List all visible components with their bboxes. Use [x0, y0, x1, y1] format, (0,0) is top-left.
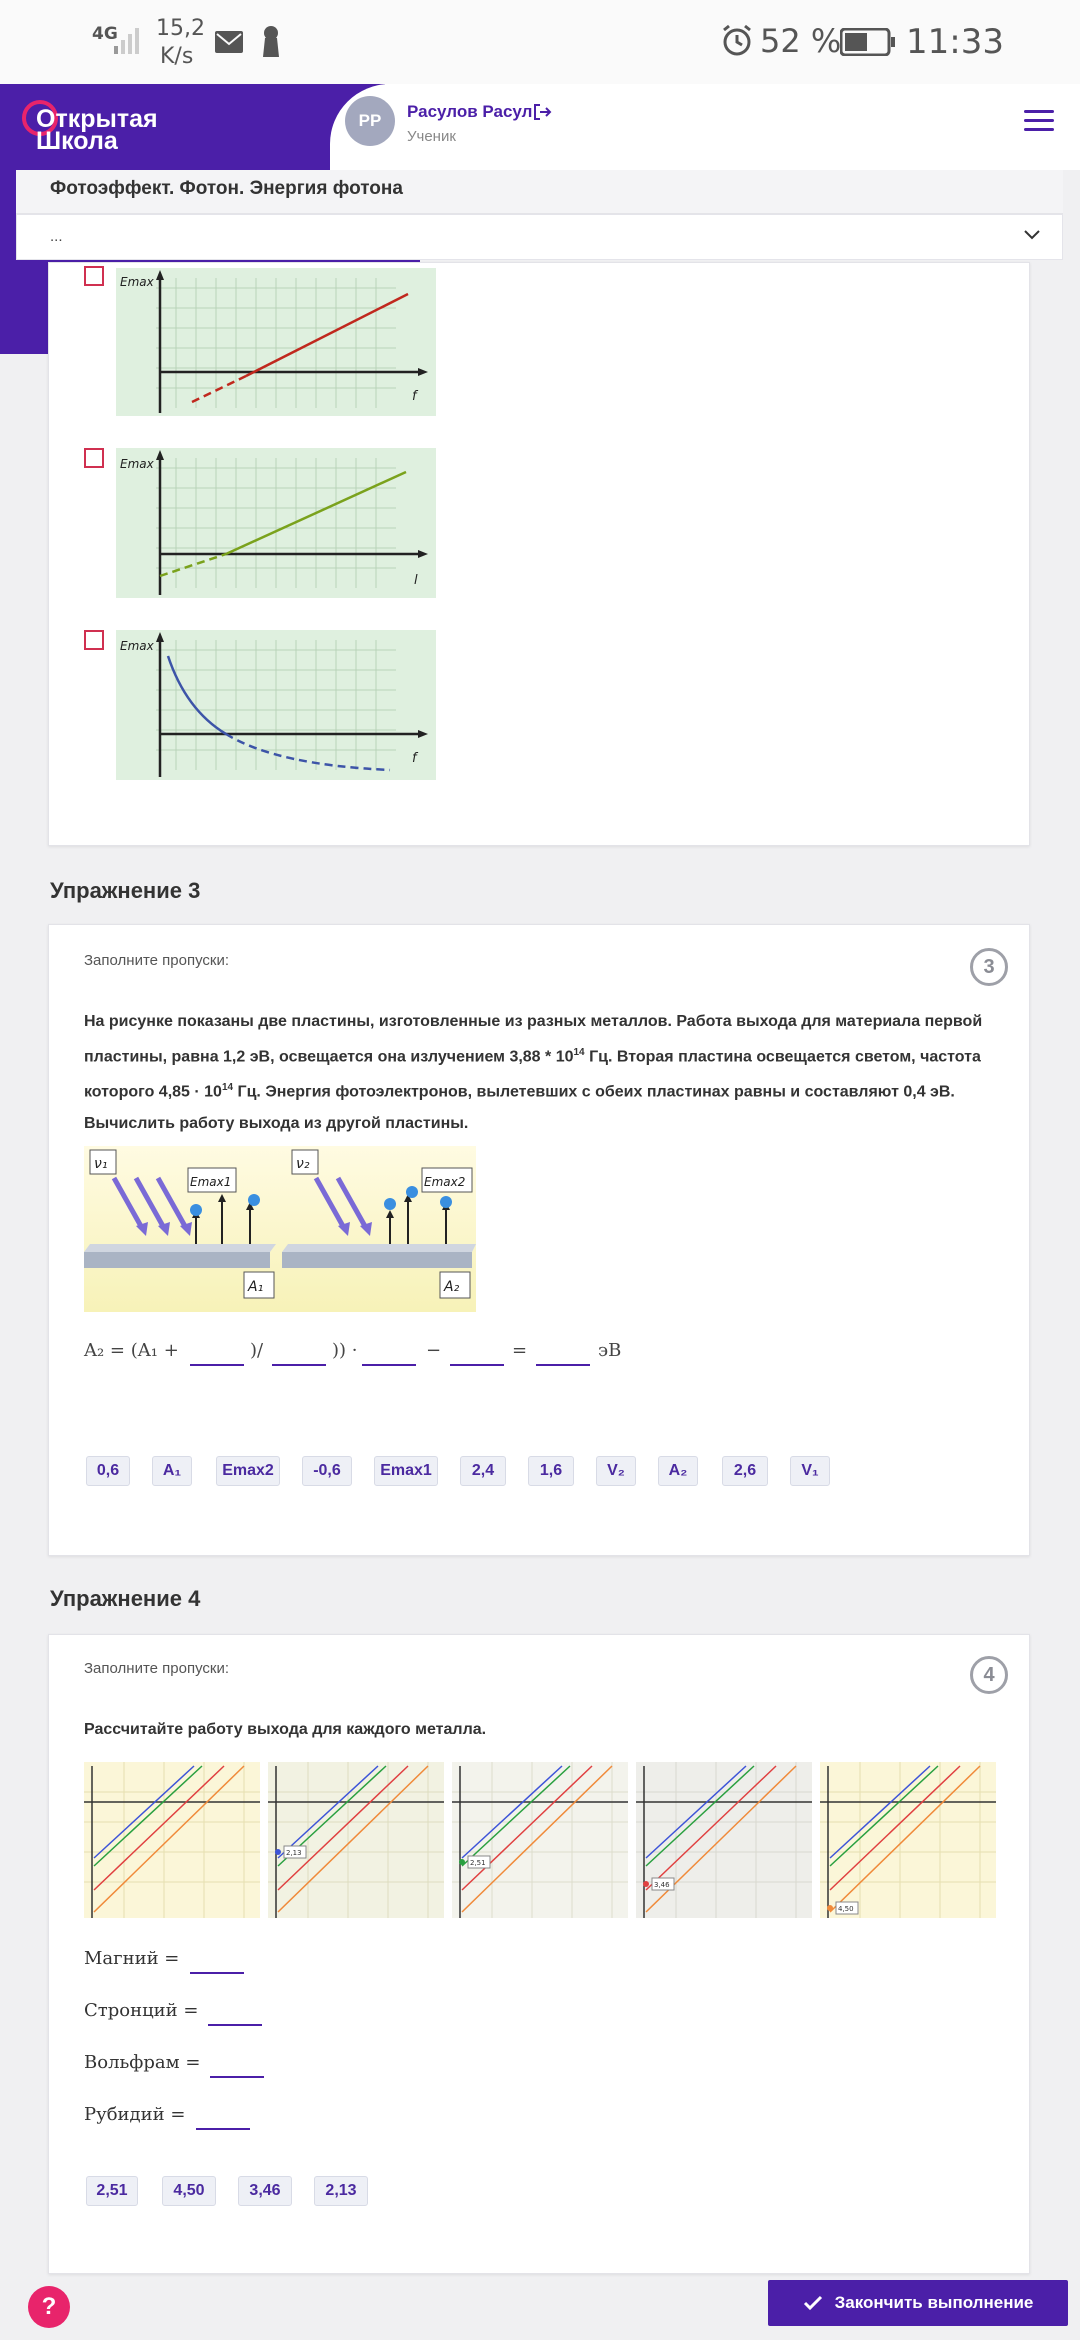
exercise3-number: 3 [970, 948, 1008, 986]
formula-eq: = [512, 1340, 528, 1361]
exercise3-hint: Заполните пропуски: [84, 952, 230, 969]
answer-chip[interactable]: 4,50 [162, 2176, 216, 2206]
exercise3-text-line1: На рисунке показаны две пластины, изготовленные из разных металлов. Работа выхода для материала первой [84, 1013, 983, 1030]
exercise4-task: Рассчитайте работу выхода для каждого металла. [84, 1721, 487, 1738]
formula-unit: эВ [598, 1340, 622, 1361]
answer-chip[interactable]: -0,6 [302, 1456, 352, 1486]
magnesium-label: Магний = [84, 1948, 180, 1969]
battery-percent: 52 % [760, 22, 842, 60]
alarm-icon [720, 24, 754, 58]
option-checkbox-2[interactable] [84, 448, 104, 468]
metal-graphs [84, 1762, 996, 1918]
header-bar [385, 84, 1080, 170]
battery-icon [840, 28, 896, 56]
blank-5[interactable] [536, 1364, 590, 1366]
illustration-emax1: Emax1 [190, 1175, 232, 1189]
speed-value: 15,2 [156, 16, 205, 41]
keyhole-icon [260, 24, 282, 58]
blank-3[interactable] [362, 1364, 416, 1366]
graph1-y-label: Emax [120, 275, 154, 289]
option-checkbox-1[interactable] [84, 266, 104, 286]
logo-line2: Школа [36, 127, 118, 155]
answer-chip[interactable]: Emax2 [216, 1456, 280, 1486]
answer-chip[interactable]: 2,13 [314, 2176, 368, 2206]
metal-graph-4-tag: 3,46 [654, 1881, 670, 1889]
exercise3-heading: Упражнение 3 [50, 878, 201, 903]
exercise4-heading: Упражнение 4 [50, 1586, 201, 1611]
chevron-down-icon[interactable] [1024, 230, 1040, 240]
strontium-blank[interactable] [208, 2024, 262, 2026]
tungsten-label: Вольфрам = [84, 2052, 201, 2073]
graph3-y-label: Emax [120, 639, 154, 653]
exercise3-text-line4: Вычислить работу выхода из другой пластины. [84, 1114, 469, 1132]
option-checkbox-3[interactable] [84, 630, 104, 650]
graph-option-1 [116, 268, 436, 416]
answer-chip[interactable]: 2,6 [722, 1456, 768, 1486]
graph-option-3 [116, 630, 436, 780]
graph1-x-label: f [412, 389, 417, 404]
blank-2[interactable] [272, 1364, 326, 1366]
answer-chip[interactable]: 0,6 [86, 1456, 130, 1486]
lesson-select-value: ... [50, 228, 63, 245]
help-button[interactable]: ? [28, 2286, 70, 2328]
rubidium-label: Рубидий = [84, 2104, 186, 2125]
answer-chip[interactable]: 2,51 [86, 2176, 138, 2206]
answer-chip[interactable]: 2,4 [460, 1456, 506, 1486]
blank-4[interactable] [450, 1364, 504, 1366]
graph2-x-label: l [414, 573, 418, 588]
graph3-x-label: f [412, 751, 417, 766]
finish-button[interactable] [768, 2280, 1068, 2326]
lesson-select[interactable] [16, 214, 1063, 260]
menu-icon[interactable] [1024, 110, 1054, 132]
illustration-a2: A₂ [444, 1279, 460, 1295]
illustration-emax2: Emax2 [424, 1175, 466, 1189]
answer-chip[interactable]: 1,6 [528, 1456, 574, 1486]
magnesium-blank[interactable] [190, 1972, 244, 1974]
illustration-a1: A₁ [248, 1279, 264, 1295]
formula-start: A₂ = (A₁ + [84, 1340, 179, 1361]
formula-minus: − [426, 1340, 442, 1361]
exercise3-text-line2: пластины, равна 1,2 эВ, освещается она излучением $3,88 * 10^{14}$ Гц. Вторая пластина освещается светом, частота [84, 1047, 981, 1066]
answer-chip[interactable]: A₁ [152, 1456, 192, 1486]
exercise3-text [84, 1006, 1004, 1139]
metal-graph-3-tag: 2,51 [470, 1859, 486, 1867]
formula-div: )/ [250, 1340, 264, 1361]
finish-button-label: Закончить выполнение [834, 2293, 1034, 2312]
user-role: Ученик [407, 128, 456, 145]
speed-unit: K/s [160, 44, 194, 69]
strontium-label: Стронций = [84, 2000, 199, 2021]
metal-graph-4 [636, 1762, 812, 1918]
graph2-y-label: Emax [120, 457, 154, 471]
formula-mul: )) · [332, 1340, 358, 1361]
answer-chip[interactable]: 3,46 [238, 2176, 292, 2206]
clock: 11:33 [906, 22, 1004, 62]
metal-graph-5-tag: 4,50 [838, 1905, 854, 1913]
check-icon [803, 2295, 823, 2311]
logo[interactable] [36, 105, 158, 155]
graph-option-2 [116, 448, 436, 598]
blank-1[interactable] [190, 1364, 244, 1366]
illustration-v2: ν₂ [296, 1156, 310, 1172]
illustration-v1: ν₁ [94, 1156, 108, 1172]
metal-graph-2 [268, 1762, 444, 1918]
user-name[interactable]: Расулов Расул [407, 102, 533, 121]
course-title: Фотоэффект. Фотон. Энергия фотона [50, 178, 403, 199]
answer-chip[interactable]: A₂ [658, 1456, 698, 1486]
answer-chip[interactable]: V₁ [790, 1456, 830, 1486]
logo-line1: Открытая [36, 105, 158, 133]
rubidium-blank[interactable] [196, 2128, 250, 2130]
avatar[interactable]: РР [345, 96, 395, 146]
exercise4-number: 4 [970, 1656, 1008, 1694]
logout-icon[interactable] [532, 102, 552, 122]
metal-graph-3 [452, 1762, 628, 1918]
answer-chip[interactable]: V₂ [596, 1456, 636, 1486]
metal-graph-2-tag: 2,13 [286, 1849, 302, 1857]
signal-icon [112, 26, 146, 56]
plates-illustration [84, 1146, 476, 1312]
answer-chip[interactable]: Emax1 [374, 1456, 438, 1486]
status-bar [0, 0, 1080, 84]
mail-icon [214, 30, 244, 54]
metal-graph-5 [820, 1762, 996, 1918]
metal-graph-1 [84, 1762, 260, 1918]
exercise3-text-line3: которого $4,85 \cdot 10^{14}$ Гц. Энергия фотоэлектронов, вылетевших с обеих пластинах равны и составляют 0,4 эВ. [84, 1082, 955, 1101]
tungsten-blank[interactable] [210, 2076, 264, 2078]
network-type: 4G [92, 24, 118, 44]
exercise4-hint: Заполните пропуски: [84, 1660, 230, 1677]
